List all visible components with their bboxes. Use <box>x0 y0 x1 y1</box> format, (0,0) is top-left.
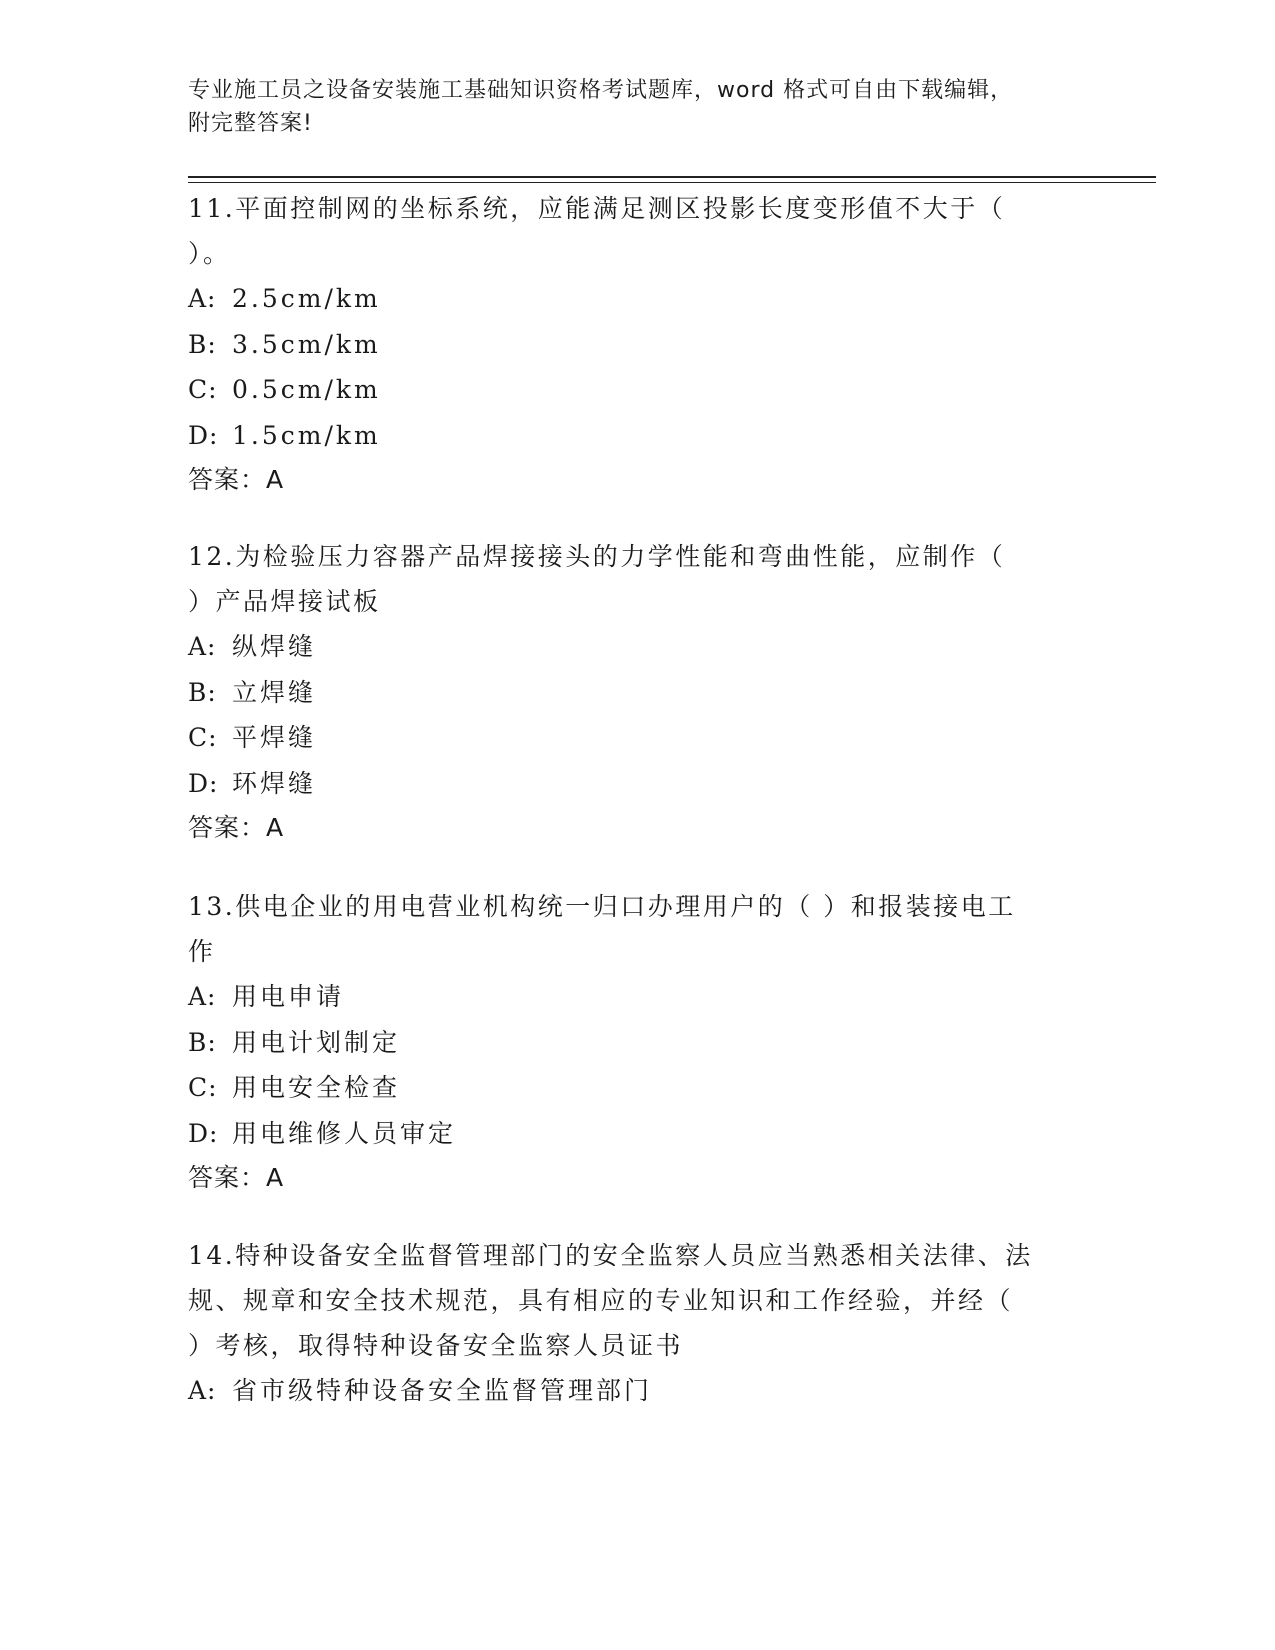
header-line-2: 附完整答案! <box>188 111 313 136</box>
answer-line: 答案：A <box>188 813 285 842</box>
option-letter: C: <box>188 723 218 752</box>
answer-line: 答案：A <box>188 1163 285 1192</box>
option-letter: A: <box>188 284 217 313</box>
option-a <box>188 974 1068 1020</box>
option-text: 立焊缝 <box>232 677 317 707</box>
option-c <box>188 1065 1068 1111</box>
option-d <box>188 1111 1068 1157</box>
option-b <box>188 670 1068 716</box>
option-text: 环焊缝 <box>232 768 317 798</box>
option-text: 2.5cm/km <box>232 284 381 313</box>
question-11 <box>188 186 1068 502</box>
question-text-line: 12.为检验压力容器产品焊接接头的力学性能和弯曲性能，应制作（ <box>188 542 1006 571</box>
option-letter: D: <box>188 768 219 798</box>
option-text: 用电申请 <box>232 982 345 1011</box>
option-text: 用电维修人员审定 <box>232 1118 457 1148</box>
option-letter: D: <box>188 420 219 450</box>
question-text-line: 规、规章和安全技术规范，具有相应的专业知识和工作经验，并经（ <box>188 1286 1014 1315</box>
option-letter: B: <box>188 329 217 359</box>
question-text-line: 14.特种设备安全监督管理部门的安全监察人员应当熟悉相关法律、法 <box>188 1241 1033 1270</box>
option-text: 用电计划制定 <box>232 1027 401 1057</box>
option-c <box>188 367 1068 413</box>
question-text-line: ）产品焊接试板 <box>188 587 381 616</box>
header-divider-thin <box>188 182 1156 183</box>
option-text: 1.5cm/km <box>232 420 381 450</box>
option-text: 平焊缝 <box>232 723 317 752</box>
option-a <box>188 276 1068 322</box>
document-header <box>188 74 1068 140</box>
question-13 <box>188 884 1068 1200</box>
option-letter: B: <box>188 1027 217 1057</box>
answer-line: 答案：A <box>188 465 285 494</box>
question-text-line: 作 <box>188 937 216 966</box>
option-a <box>188 624 1068 670</box>
option-text: 用电安全检查 <box>232 1073 401 1102</box>
option-d <box>188 413 1068 459</box>
option-letter: D: <box>188 1118 219 1148</box>
question-text-line: ）考核，取得特种设备安全监察人员证书 <box>188 1331 684 1360</box>
option-letter: C: <box>188 1073 218 1102</box>
question-14 <box>188 1233 1068 1414</box>
option-text: 0.5cm/km <box>232 375 381 404</box>
question-text-line: 13.供电企业的用电营业机构统一归口办理用户的（ ）和报装接电工 <box>188 892 1016 921</box>
option-letter: A: <box>188 1376 217 1405</box>
question-text-line: ）。 <box>188 239 231 268</box>
option-text: 3.5cm/km <box>232 329 381 359</box>
header-line-1: 专业施工员之设备安装施工基础知识资格考试题库，word 格式可自由下载编辑， <box>188 78 1014 103</box>
option-letter: C: <box>188 375 218 404</box>
option-text: 省市级特种设备安全监督管理部门 <box>232 1376 653 1405</box>
option-b <box>188 322 1068 368</box>
option-a <box>188 1368 1068 1414</box>
option-letter: B: <box>188 677 217 707</box>
question-text-line: 11.平面控制网的坐标系统，应能满足测区投影长度变形值不大于（ <box>188 194 1006 223</box>
option-text: 纵焊缝 <box>232 632 317 661</box>
option-letter: A: <box>188 632 217 661</box>
option-c <box>188 715 1068 761</box>
header-divider-thick <box>188 176 1156 178</box>
option-d <box>188 761 1068 807</box>
option-letter: A: <box>188 982 217 1011</box>
option-b <box>188 1020 1068 1066</box>
question-12 <box>188 534 1068 850</box>
